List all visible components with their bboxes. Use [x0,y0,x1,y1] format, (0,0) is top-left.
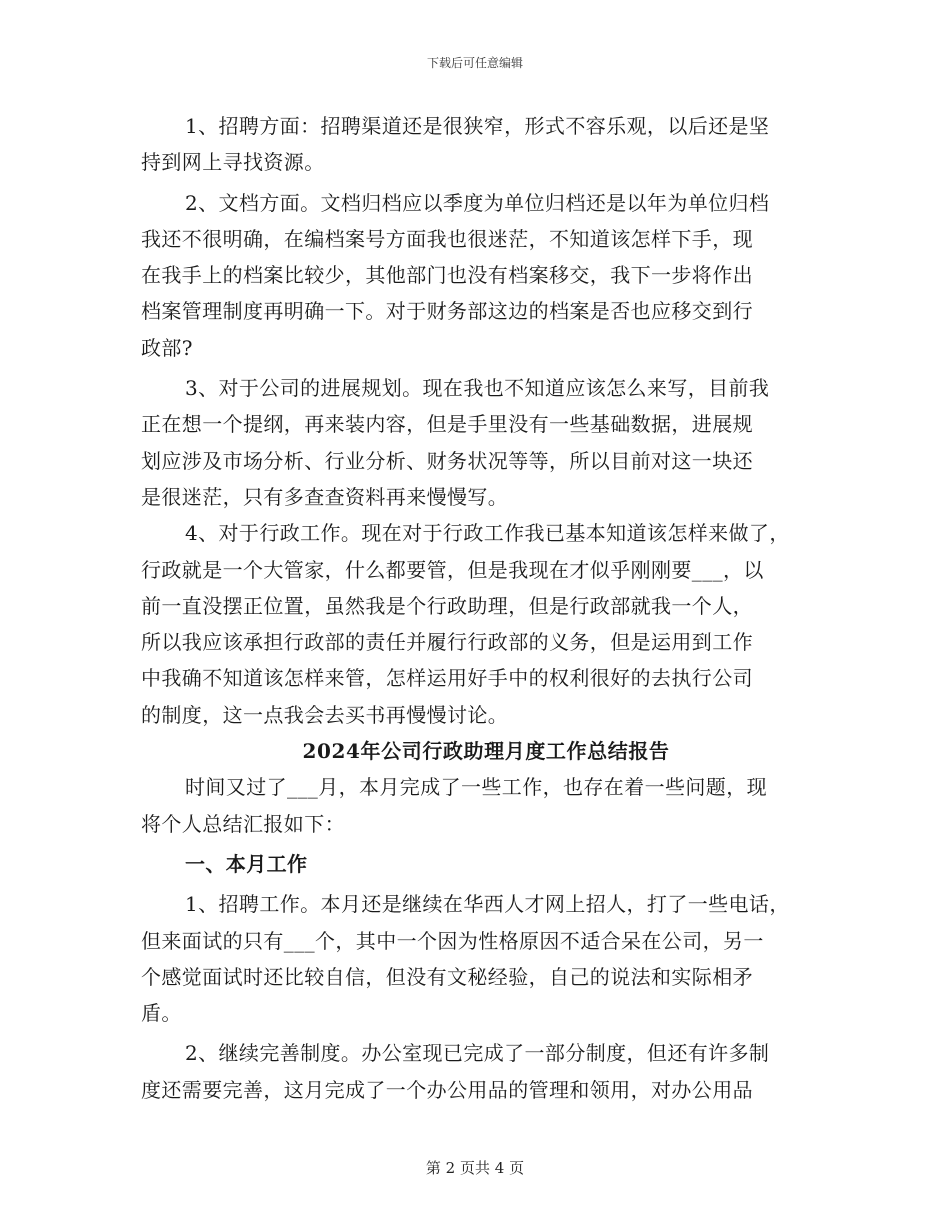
text-line: 是很迷茫，只有多查查资料再来慢慢写。 [141,484,509,509]
text-line: 前一直没摆正位置，虽然我是个行政助理，但是行政部就我一个人， [141,593,753,618]
text-line: 时间又过了___月，本月完成了一些工作，也存在着一些问题，现 [185,775,767,800]
section-heading-text: 一、本月工作 [185,851,308,876]
text-line: 持到网上寻找资源。 [141,150,325,175]
text-line: 2、继续完善制度。办公室现已完成了一部分制度，但还有许多制 [185,1041,770,1066]
text-line: 2、文档方面。文档归档应以季度为单位归档还是以年为单位归档 [185,190,770,215]
text-line: 但来面试的只有___个，其中一个因为性格原因不适合呆在公司，另一 [141,928,764,953]
text-line: 在我手上的档案比较少，其他部门也没有档案移交，我下一步将作出 [141,263,753,288]
paragraph-policies [141,1035,831,1108]
paragraph-hiring [141,886,831,1031]
text-line: 我还不很明确，在编档案号方面我也很迷茫，不知道该怎样下手，现 [141,226,753,251]
text-line: 将个人总结汇报如下： [141,811,345,836]
paragraph-admin-work [141,515,831,733]
text-line: 正在想一个提纲，再来装内容，但是手里没有一些基础数据，进展规 [141,412,753,437]
paragraph-recruitment [141,108,831,181]
text-line: 档案管理制度再明确一下。对于财务部这边的档案是否也应移交到行 [141,299,753,324]
text-line: 行政就是一个大管家，什么都要管，但是我现在才似乎刚刚要___，以 [141,557,764,582]
text-line: 的制度，这一点我会去买书再慢慢讨论。 [141,702,509,727]
text-line: 盾。 [141,1001,182,1026]
text-line: 所以我应该承担行政部的责任并履行行政部的义务，但是运用到工作 [141,630,753,655]
text-line: 个感觉面试时还比较自信，但没有文秘经验，自己的说法和实际相矛 [141,964,753,989]
text-line: 中我确不知道该怎样来管，怎样运用好手中的权利很好的去执行公司 [141,666,753,691]
text-line: 度还需要完善，这月完成了一个办公用品的管理和领用，对办公用品 [141,1077,753,1102]
text-line: 1、招聘方面：招聘渠道还是很狭窄，形式不容乐观，以后还是坚 [185,114,770,138]
text-line: 政部? [141,335,193,360]
document-body [141,108,831,1108]
page-header: 下载后可任意编辑 [426,56,523,70]
section-heading [141,846,831,882]
text-line: 4、对于行政工作。现在对于行政工作我已基本知道该怎样来做了， [185,521,790,546]
text-line: 1、招聘工作。本月还是继续在华西人才网上招人，打了一些电话， [185,892,790,917]
paragraph-documents [141,185,831,366]
report-title: 2024年公司行政助理月度工作总结报告 [302,739,670,764]
text-line: 3、对于公司的进展规划。现在我也不知道应该怎么来写，目前我 [185,376,770,401]
paragraph-planning [141,370,831,515]
text-line: 划应涉及市场分析、行业分析、财务状况等等，所以目前对这一块还 [141,448,753,473]
page-footer: 第 2 页共 4 页 [425,1159,525,1177]
paragraph-intro [141,769,831,842]
